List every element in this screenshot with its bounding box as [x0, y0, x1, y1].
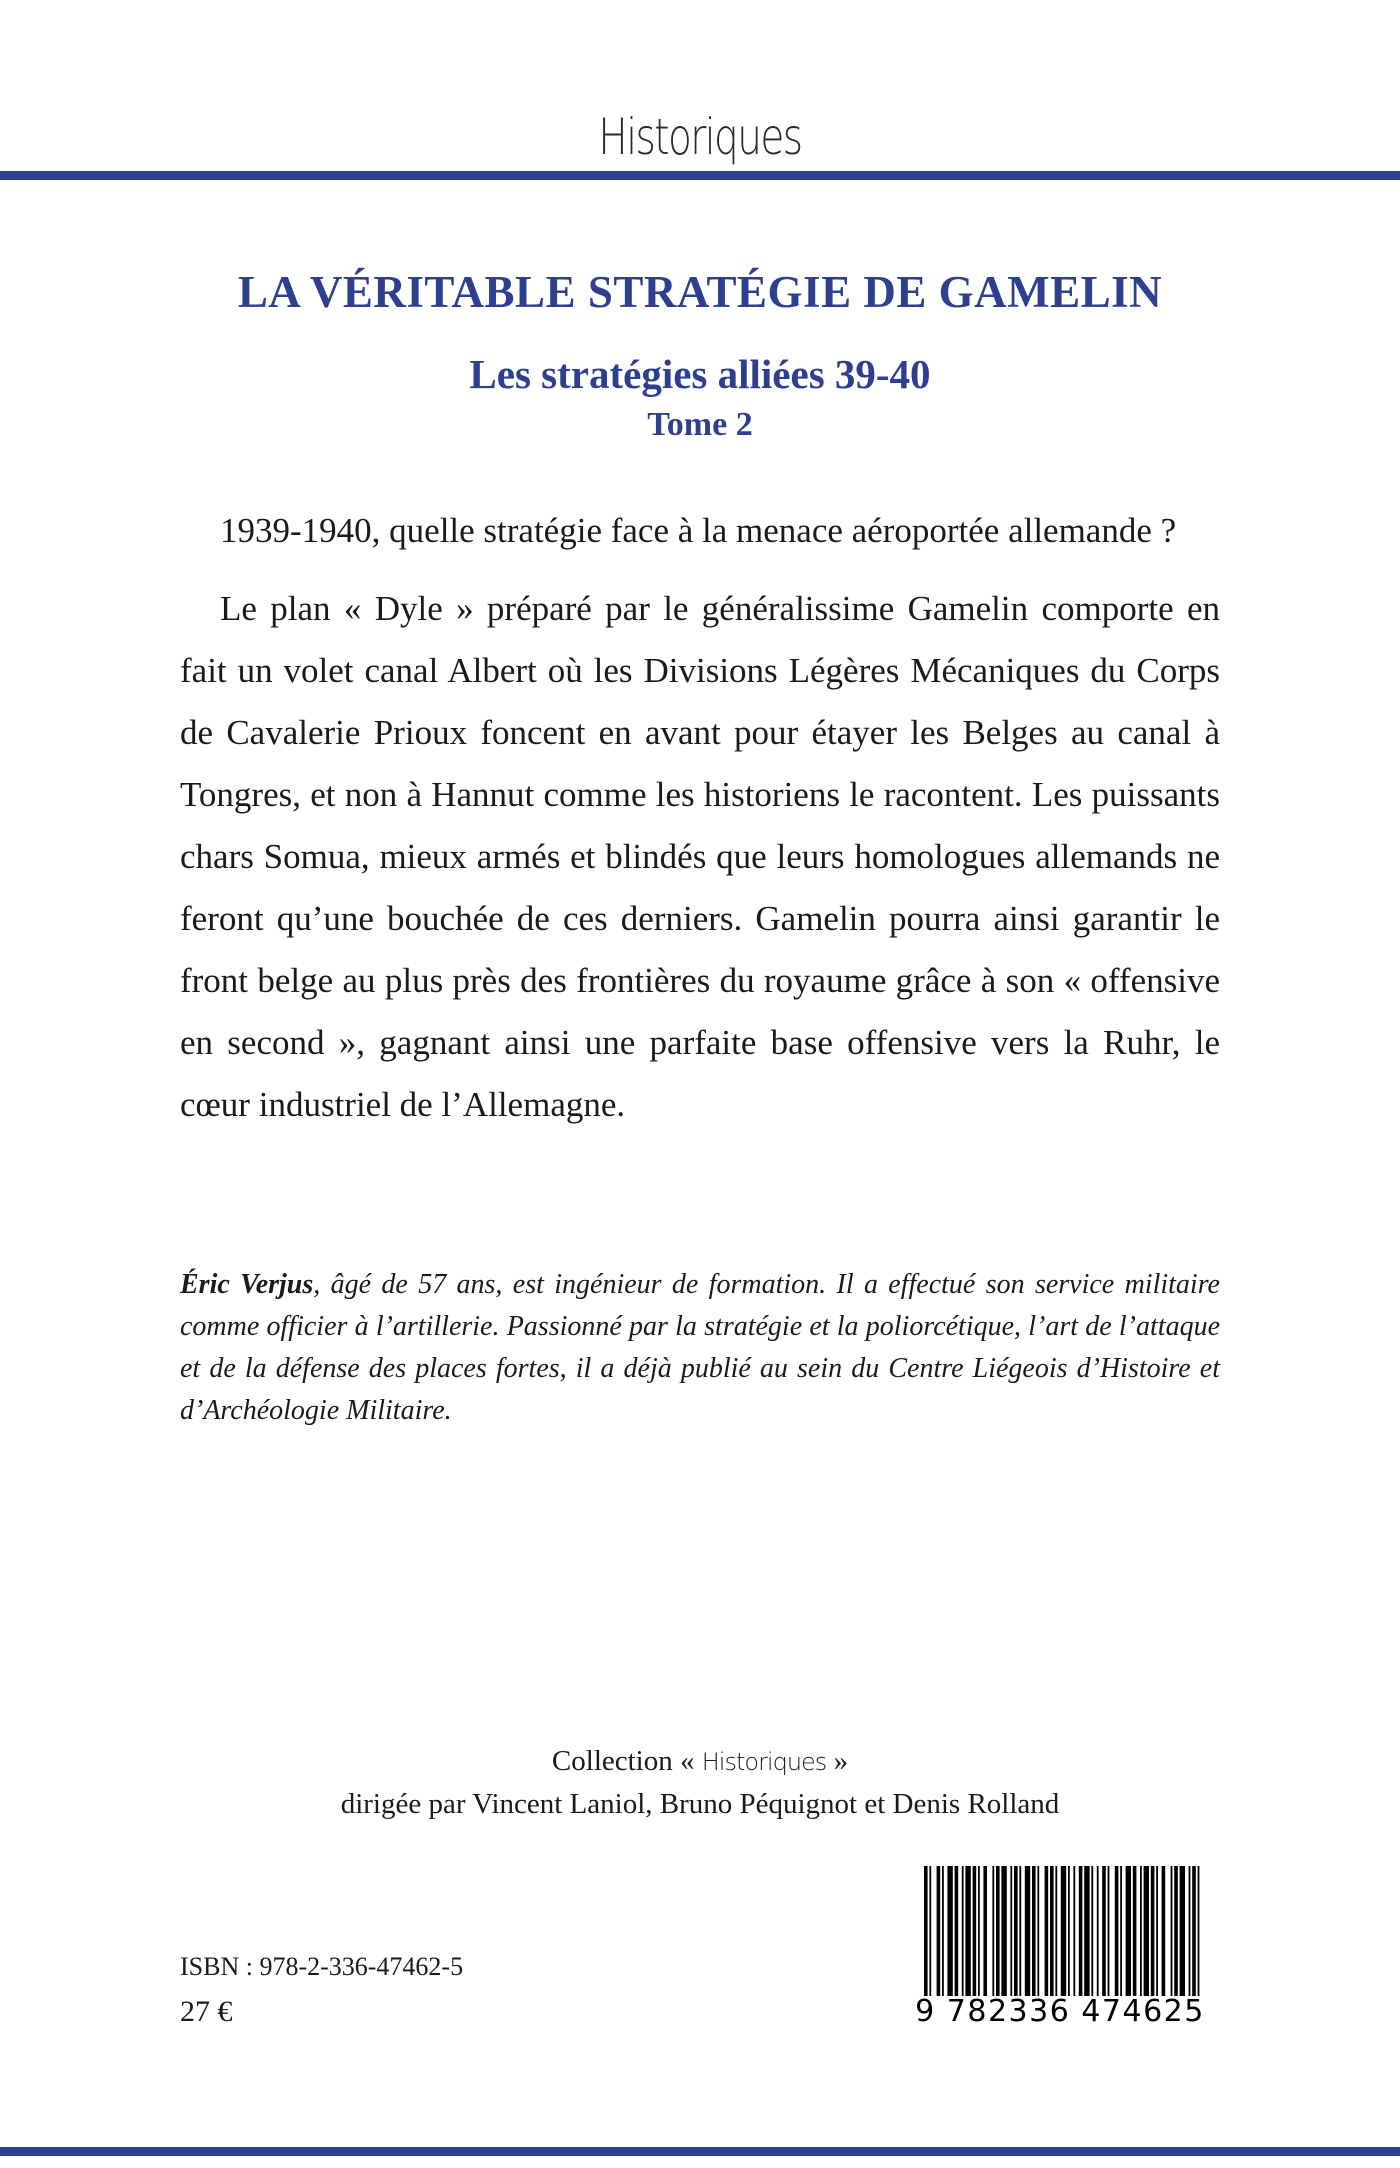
barcode-bars	[924, 1866, 1200, 1996]
barcode-bar	[1097, 1866, 1099, 1996]
barcode-bar	[1126, 1866, 1131, 1996]
barcode-bar	[942, 1866, 944, 1996]
barcode-bar	[1192, 1866, 1196, 1996]
barcode-bar	[1073, 1866, 1075, 1996]
barcode-bar	[1084, 1866, 1089, 1996]
barcode-bar	[1019, 1866, 1021, 1996]
price: 27 €	[180, 1995, 233, 2028]
summary-body: Le plan « Dyle » préparé par le généralissime Gamelin comporte en fait un volet canal Albert où les Divisions Légères Mécaniques du Corps de Cavalerie Prioux foncent en avant pour étayer les Belges au canal à Tongres, et non à Hannut comme les historiens le racontent. Les puissants chars Somua, mieux armés et blindés que leurs homologues allemands ne feront qu’une bouchée de ces derniers. Gamelin pourra ainsi garantir le front belge au plus près des frontières du royaume grâce à son « offensive en second », gagnant ainsi une parfaite base offensive vers la Ruhr, le cœur industriel de l’Allemagne.	[180, 589, 1220, 1124]
barcode-bar	[1198, 1866, 1200, 1996]
barcode-bar	[1045, 1866, 1049, 1996]
barcode-bar	[996, 1866, 1000, 1996]
barcode-bar	[1174, 1866, 1178, 1996]
barcode-bar	[1010, 1866, 1012, 1996]
collection-line	[0, 1740, 1400, 1783]
collection-prefix: Collection «	[551, 1745, 702, 1777]
barcode-bar	[1144, 1866, 1149, 1996]
barcode-bar	[1162, 1866, 1166, 1996]
barcode-bar	[1068, 1866, 1070, 1996]
barcode-bar	[1133, 1866, 1137, 1996]
book-title: LA VÉRITABLE STRATÉGIE DE GAMELIN	[237, 267, 1163, 317]
barcode-bar	[1156, 1866, 1158, 1996]
barcode-bar	[947, 1866, 952, 1996]
barcode-bar	[955, 1866, 959, 1996]
book-subtitle: Les stratégies alliées 39-40	[469, 351, 931, 397]
barcode-bar	[965, 1866, 970, 1996]
barcode-bar	[1055, 1866, 1057, 1996]
barcode-bar	[1180, 1866, 1185, 1996]
series-label: Historiques	[598, 108, 802, 166]
collection-name: Historiques	[701, 1748, 827, 1776]
author-bio-text: , âgé de 57 ans, est ingénieur de formation. Il a effectué son service militaire comme officier à l’artillerie. Passionné par la stratégie et la poliorcétique, l’art de l’attaque et de la défense des places fortes, il a déjà publié au sein du Centre Liégeois d’Histoire et d’Archéologie Militaire.	[180, 1269, 1220, 1426]
top-rule	[0, 171, 1400, 180]
barcode-bar	[1001, 1866, 1006, 1996]
barcode-bar	[1171, 1866, 1173, 1996]
barcode-digits: 9 782336 474625	[915, 1994, 1205, 2029]
barcode-bar	[1120, 1866, 1122, 1996]
barcode-bar	[1102, 1866, 1106, 1996]
barcode-bar	[937, 1866, 941, 1996]
barcode-bar	[983, 1866, 987, 1996]
barcode-bar	[1115, 1866, 1119, 1996]
barcode-bar	[1079, 1866, 1083, 1996]
author-name: Éric Verjus	[180, 1269, 314, 1300]
barcode-bar	[1140, 1866, 1142, 1996]
barcode-bar	[1037, 1866, 1039, 1996]
barcode-bar	[1151, 1866, 1155, 1996]
barcode-bar	[1108, 1866, 1110, 1996]
barcode	[910, 1858, 1210, 2040]
collection-suffix: »	[826, 1745, 849, 1777]
barcode-bar	[1061, 1866, 1066, 1996]
barcode-bar	[973, 1866, 977, 1996]
book-volume: Tome 2	[647, 406, 753, 443]
author-bio	[180, 1264, 1220, 1432]
barcode-bar	[962, 1866, 964, 1996]
barcode-bar	[1091, 1866, 1093, 1996]
summary-lead: 1939-1940, quelle stratégie face à la menace aéroportée allemande ?	[220, 511, 1177, 550]
barcode-bar	[1032, 1866, 1036, 1996]
barcode-bar	[978, 1866, 980, 1996]
barcode-bar	[1014, 1866, 1018, 1996]
isbn: ISBN : 978-2-336-47462-5	[180, 1952, 464, 1981]
barcode-bar	[1025, 1866, 1030, 1996]
barcode-bar	[1050, 1866, 1054, 1996]
collection-block	[0, 1740, 1400, 1825]
bottom-rule	[0, 2147, 1400, 2156]
barcode-bar	[992, 1866, 994, 1996]
barcode-bar	[929, 1866, 931, 1996]
barcode-bar	[1189, 1866, 1191, 1996]
collection-directors: dirigée par Vincent Laniol, Bruno Péquignot et Denis Rolland	[340, 1788, 1060, 1820]
barcode-bar	[924, 1866, 928, 1996]
